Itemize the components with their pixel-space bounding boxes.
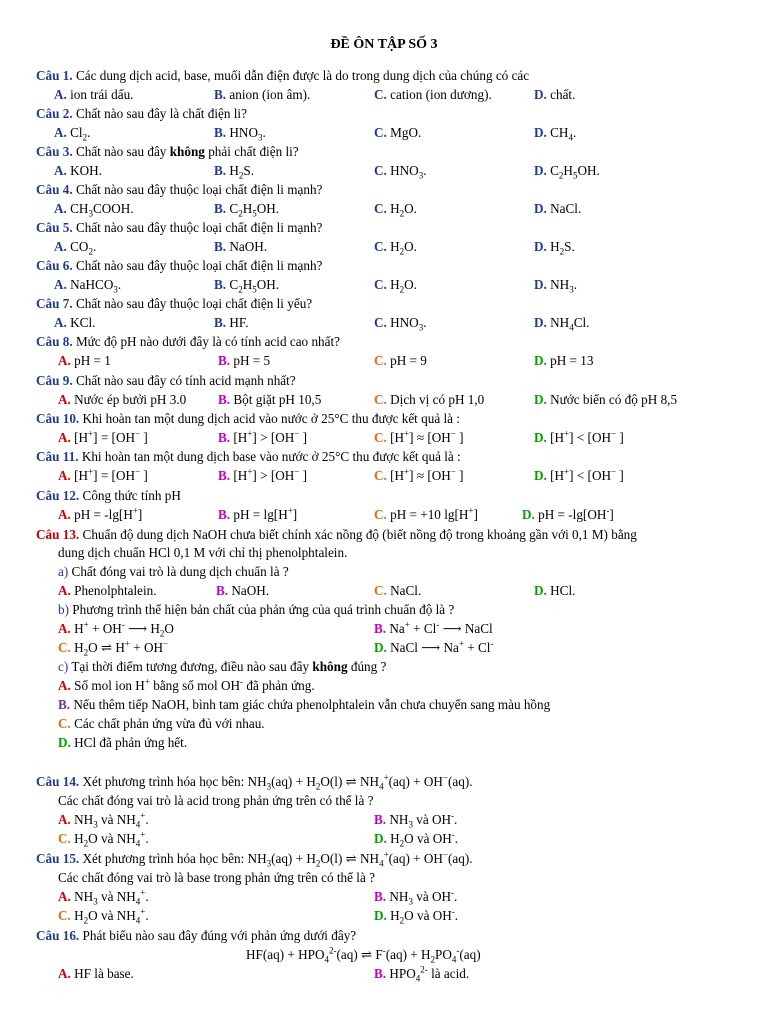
option-b: B. $C_2H_5OH$. — [214, 277, 280, 295]
option-a: A. KOH. — [54, 163, 102, 178]
question-12: Câu 12. Công thức tính pH — [36, 488, 181, 503]
option-c: C. $H_2O$. — [374, 201, 417, 219]
subquestion-a: a) Chất đóng vai trò là dung dịch chuẩn là ? — [58, 564, 289, 579]
question-13-cont: dung dịch chuẩn HCl 0,1 M với chỉ thị phenolphtalein. — [58, 545, 348, 560]
option-b: B. Na+ + Cl- ⟶ NaCl — [374, 619, 493, 636]
option-b: B. $NH_3$ và OH-. — [374, 810, 458, 830]
question-9: Câu 9. Chất nào sau đây có tính acid mạnh nhất? — [36, 373, 296, 388]
question-1 — [36, 68, 529, 84]
question-14-cont: Các chất đóng vai trò là acid trong phản ứng trên có thể là ? — [58, 793, 374, 808]
option-c: C. pH = 9 — [374, 353, 427, 368]
option-d: D. Nước biển có độ pH 8,5 — [534, 392, 678, 407]
option-a: A. [H+] = [OH− ] — [58, 466, 148, 483]
question-2: Câu 2. Chất nào sau đây là chất điện li? — [36, 106, 247, 121]
question-15-cont: Các chất đóng vai trò là base trong phản ứng trên có thể là ? — [58, 870, 375, 885]
option-d: D. chất. — [534, 87, 576, 102]
option-a: A. Phenolphtalein. — [58, 583, 157, 598]
option-d: D. $CH_4$. — [534, 125, 577, 143]
option-d: D. [H+] < [OH− ] — [534, 428, 624, 445]
option-c: C. [H+] ≈ [OH− ] — [374, 466, 464, 483]
option-a: A. $CO_2$. — [54, 239, 97, 257]
reaction-equation: $HF(aq) + HPO_4^{2-}(aq)$ ⇌ $F^-(aq) + H_2PO_4^-(aq)$ — [246, 945, 481, 965]
option-c: C. cation (ion dương). — [374, 87, 492, 102]
option-b: B. $C_2H_5OH$. — [214, 201, 280, 219]
option-d: D. [H+] < [OH− ] — [534, 466, 624, 483]
option-a: A. HF là base. — [58, 966, 134, 981]
option-c: C. MgO. — [374, 125, 422, 140]
option-a: A. Nước ép bưởi pH 3.0 — [58, 392, 187, 407]
option-a: A. $NH_3$ và $NH_4^+$. — [58, 887, 149, 907]
question-14: Câu 14. Xét phương trình hóa học bên: $NH_3(aq) + H_2O(l)$ ⇌ $NH_4^+(aq) + OH^-(aq)$. — [36, 772, 473, 792]
option-b: B. Nếu thêm tiếp NaOH, bình tam giác chứa phenolphtalein vẫn chưa chuyển sang màu hồng — [58, 697, 551, 712]
option-b: B. Bột giặt pH 10,5 — [218, 392, 322, 407]
option-a: A. H+ + OH- ⟶ $H_2O$ — [58, 619, 174, 639]
option-b: B. anion (ion âm). — [214, 87, 311, 102]
question-text: Các dung dịch acid, base, muối dẫn điện được là do trong dung dịch của chúng có các — [72, 68, 530, 83]
question-8: Câu 8. Mức độ pH nào dưới đây là có tính acid cao nhất? — [36, 334, 340, 349]
option-b: B. pH = 5 — [218, 353, 271, 368]
option-d: D. $C_2H_5OH$. — [534, 163, 600, 181]
option-b: B. [H+] > [OH− ] — [218, 466, 308, 483]
subquestion-b: b) Phương trình thể hiện bản chất của phản ứng của quá trình chuẩn độ là ? — [58, 602, 455, 617]
option-a: A. $NH_3$ và $NH_4^+$. — [58, 810, 149, 830]
option-a: A. NaHCO$_3$. — [54, 277, 122, 295]
question-11: Câu 11. Khi hoàn tan một dung dịch base vào nước ở 25°C thu được kết quả là : — [36, 449, 461, 464]
option-c: C. $H_2O$ ⇌ H+ + OH− — [58, 638, 169, 658]
question-3: Câu 3. Chất nào sau đây không phải chất điện li? — [36, 144, 299, 159]
option-d: D. $H_2S$. — [534, 239, 575, 257]
option-b: B. [H+] > [OH− ] — [218, 428, 308, 445]
option-c: C. Các chất phản ứng vừa đủ với nhau. — [58, 716, 265, 731]
option-c: C. $H_2O$. — [374, 277, 417, 295]
question-7: Câu 7. Chất nào sau đây thuộc loại chất điện li yếu? — [36, 296, 313, 311]
question-13: Câu 13. Chuẩn độ dung dịch NaOH chưa biết chính xác nồng độ (biết nồng độ trong khoảng gần với 0,1 M) bằng — [36, 527, 637, 542]
option-a: A. $CH_3COOH$. — [54, 201, 134, 219]
option-d: D. pH = -lg[OH-] — [522, 505, 614, 522]
option-d: D. pH = 13 — [534, 353, 594, 368]
option-b: B. $H_2S$. — [214, 163, 255, 181]
page-title: ĐỀ ÔN TẬP SỐ 3 — [330, 37, 438, 52]
option-c: C. [H+] ≈ [OH− ] — [374, 428, 464, 445]
option-a: A. KCl. — [54, 315, 96, 330]
option-a: A. pH = -lg[H+] — [58, 505, 143, 522]
option-c: C. $HNO_3$. — [374, 315, 427, 333]
question-5: Câu 5. Chất nào sau đây thuộc loại chất điện li mạnh? — [36, 220, 323, 235]
question-4: Câu 4. Chất nào sau đây thuộc loại chất điện li mạnh? — [36, 182, 323, 197]
option-d: D. $H_2O$ và OH-. — [374, 829, 459, 849]
option-b: B. $HPO_4^{2-}$ là acid. — [374, 964, 470, 984]
option-b: B. HF. — [214, 315, 249, 330]
option-c: C. $H_2O$ và $NH_4^+$. — [58, 906, 149, 926]
option-b: B. $HNO_3$. — [214, 125, 266, 143]
question-10: Câu 10. Khi hoàn tan một dung dịch acid vào nước ở 25°C thu được kết quả là : — [36, 411, 460, 426]
option-c: C. $H_2O$. — [374, 239, 417, 257]
option-d: D. $H_2O$ và OH-. — [374, 906, 459, 926]
option-c: C. $H_2O$ và $NH_4^+$. — [58, 829, 149, 849]
option-c: C. NaCl. — [374, 583, 422, 598]
option-b: B. pH = lg[H+] — [218, 505, 298, 522]
option-d: D. NaCl. — [534, 201, 582, 216]
option-a: A. ion trái dấu. — [54, 87, 134, 102]
option-d: D. HCl. — [534, 583, 576, 598]
option-d: D. $NH_3$. — [534, 277, 577, 295]
question-6: Câu 6. Chất nào sau đây thuộc loại chất điện li mạnh? — [36, 258, 323, 273]
option-b: B. $NH_3$ và OH-. — [374, 887, 458, 907]
option-a: A. $Cl_2$. — [54, 125, 91, 143]
option-d: D. NaCl ⟶ Na+ + Cl- — [374, 638, 494, 655]
option-a: A. pH = 1 — [58, 353, 111, 368]
option-c: C. Dịch vị có pH 1,0 — [374, 392, 485, 407]
option-a: A. Số mol ion H+ bằng số mol OH- đã phản ứng. — [58, 676, 315, 693]
subquestion-c: c) Tại thời điểm tương đương, điều nào sau đây không đúng ? — [58, 659, 387, 674]
option-b: B. NaOH. — [216, 583, 270, 598]
option-c: C. $HNO_3$. — [374, 163, 427, 181]
question-number: Câu 1. — [36, 68, 73, 83]
option-d: D. $NH_4Cl$. — [534, 315, 590, 333]
question-15: Câu 15. Xét phương trình hóa học bên: $NH_3(aq) + H_2O(l)$ ⇌ $NH_4^+(aq) + OH^-(aq)$. — [36, 849, 473, 869]
option-c: C. pH = +10 lg[H+] — [374, 505, 478, 522]
option-d: D. HCl đã phản ứng hết. — [58, 735, 188, 750]
option-b: B. NaOH. — [214, 239, 268, 254]
option-a: A. [H+] = [OH− ] — [58, 428, 148, 445]
question-16: Câu 16. Phát biểu nào sau đây đúng với phản ứng dưới đây? — [36, 928, 357, 943]
